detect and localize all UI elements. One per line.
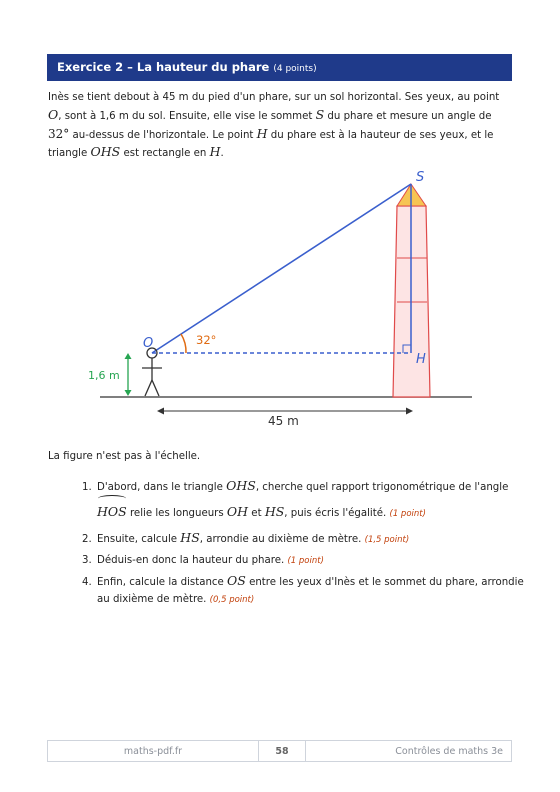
question-points: (0,5 point)	[209, 594, 255, 605]
question-text: , arrondie au dixième de mètre.	[199, 534, 365, 545]
label-S: S	[416, 170, 425, 185]
math-H: H	[209, 144, 221, 160]
intro-paragraph	[48, 90, 508, 163]
math-OHS: OHS	[226, 478, 256, 493]
intro-text: du phare est à la hauteur de ses yeux, et le triangle	[48, 129, 494, 160]
label-H: H	[416, 352, 426, 367]
exercise-header	[47, 54, 512, 81]
math-OHS: OHS	[90, 144, 121, 160]
question-text: Déduis-en donc la hauteur du phare.	[97, 554, 288, 566]
question-item	[95, 474, 525, 526]
footer-site: maths-pdf.fr	[123, 745, 183, 757]
math-S: S	[315, 106, 325, 122]
question-points: (1 point)	[389, 509, 426, 519]
distance-label: 45 m	[268, 414, 299, 428]
person-figure	[142, 348, 162, 396]
exercise-points: (4 points)	[273, 64, 317, 74]
intro-text: du phare et mesure un angle de	[324, 110, 492, 122]
question-item	[95, 573, 525, 608]
scale-note: La figure n'est pas à l'échelle.	[48, 451, 201, 462]
intro-text: Inès se tient debout à 45 m du pied d'un phare, sur un sol horizontal. Ses yeux, au point	[48, 92, 500, 103]
angle-arc	[181, 334, 186, 353]
question-text: relie les longueurs	[126, 508, 227, 519]
math-HS: HS	[180, 530, 200, 545]
math-HOS: HOS	[97, 504, 127, 519]
question-text: et	[248, 508, 265, 519]
label-O: O	[143, 336, 154, 351]
question-text: Enfin, calcule la distance	[97, 577, 228, 588]
footer-page-number: 58	[258, 741, 306, 761]
page-footer	[47, 740, 512, 762]
arrow-down-icon	[125, 390, 132, 396]
question-text: entre les yeux d'Inès et le sommet du phare, arrondie au dixième de mètre.	[97, 577, 524, 605]
eye-height-label: 1,6 m	[88, 369, 120, 382]
intro-text: .	[220, 148, 224, 160]
arrow-up-icon	[125, 353, 132, 359]
angle-hat	[98, 495, 126, 502]
math-OH: OH	[226, 504, 249, 519]
question-text: , puis écris l'égalité.	[284, 508, 390, 519]
exercise-title: Exercice 2 – La hauteur du phare	[57, 60, 270, 74]
angle-label: 32°	[196, 333, 217, 347]
arrow-right-icon	[406, 408, 413, 415]
math-angle: 32°	[48, 126, 70, 141]
arrow-left-icon	[157, 408, 164, 415]
intro-text: au-dessus de l'horizontale. Le point	[69, 129, 257, 141]
intro-text: , sont à 1,6 m du sol. Ensuite, elle vise le sommet	[58, 110, 316, 122]
lighthouse-figure	[80, 162, 480, 437]
question-points: (1 point)	[287, 555, 324, 566]
intro-text: est rectangle en	[120, 148, 210, 160]
question-item	[95, 553, 525, 570]
math-H: H	[256, 125, 268, 141]
question-points: (1,5 point)	[364, 535, 410, 545]
math-HS: HS	[264, 504, 285, 519]
segment-OS	[152, 184, 411, 353]
math-OS: OS	[227, 573, 246, 588]
question-list	[79, 474, 525, 612]
question-item	[95, 530, 525, 549]
footer-collection: Contrôles de maths 3e	[395, 745, 503, 757]
question-text: , cherche quel rapport trigonométrique de l'angle	[255, 482, 509, 493]
math-O: O	[48, 106, 59, 122]
question-text: D'abord, dans le triangle	[97, 482, 227, 493]
question-text: Ensuite, calcule	[97, 534, 181, 545]
math-angle-HOS	[97, 500, 127, 524]
